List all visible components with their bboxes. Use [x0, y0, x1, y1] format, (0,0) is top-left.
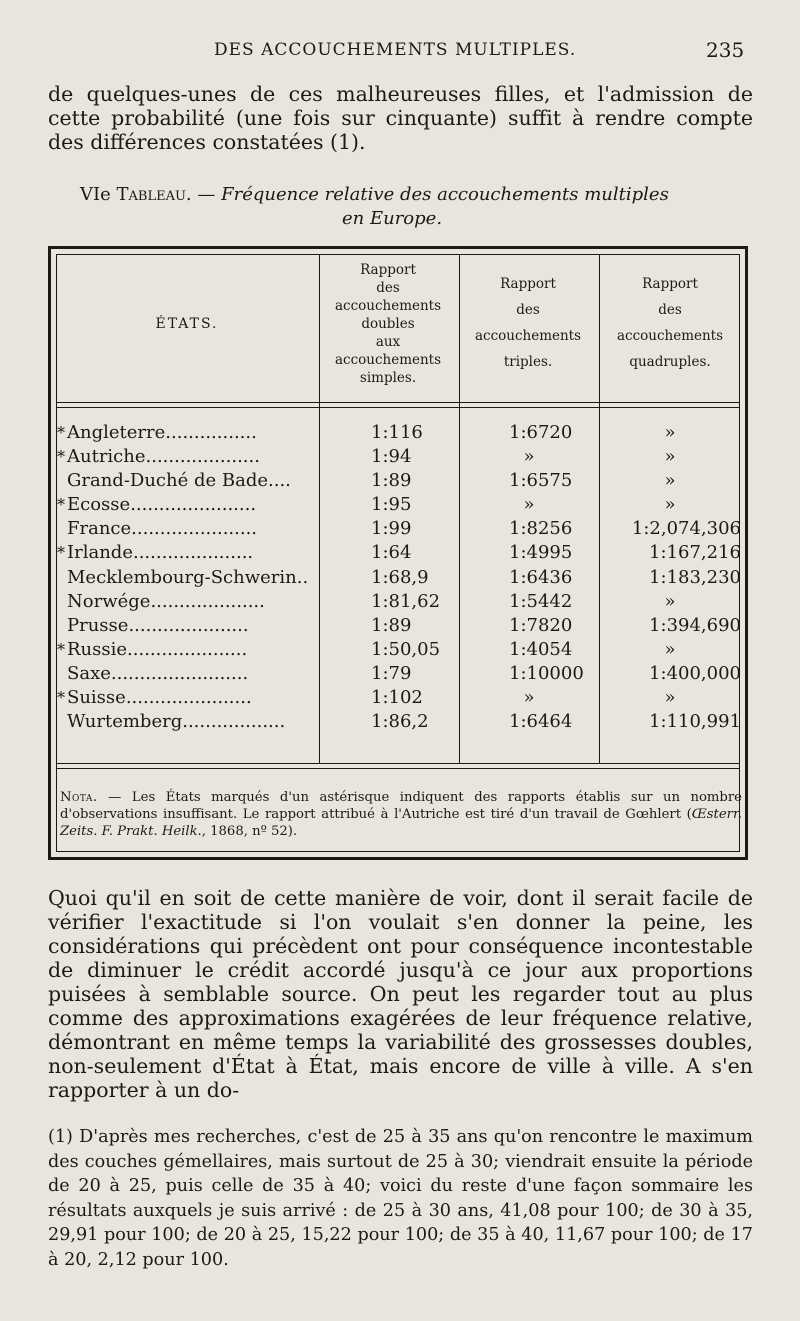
header-states: ÉTATS. — [155, 316, 219, 332]
header-triples — [459, 275, 597, 371]
triples-ratio: 1:5442 — [509, 590, 573, 612]
state-cell — [57, 638, 319, 662]
rows-end-rule-double — [57, 768, 739, 769]
leader-dots: ..................... — [132, 542, 254, 564]
doubles-ratio: 1:94 — [371, 446, 412, 468]
header-doubles — [319, 261, 457, 387]
table-row — [57, 686, 745, 710]
header-rule — [57, 402, 739, 403]
header-quadruples — [599, 275, 741, 371]
quadruples-ratio: » — [664, 638, 676, 660]
header-doubles-line: aux — [375, 334, 401, 350]
header-doubles-line: Rapport — [360, 262, 416, 278]
table-row — [57, 493, 745, 517]
table-number: VIe — [80, 184, 111, 205]
doubles-ratio: 1:89 — [371, 470, 412, 492]
header-quadruples-line: accouchements — [616, 328, 724, 344]
header-triples-line: des — [516, 302, 540, 318]
table-row — [57, 590, 745, 614]
state-cell — [57, 710, 319, 734]
triples-ratio: 1:8256 — [509, 518, 573, 540]
quadruples-ratio: » — [664, 687, 676, 709]
leader-dots: ..................... — [127, 638, 248, 660]
header-doubles-line: accouchements — [334, 352, 442, 368]
state-cell — [57, 469, 319, 493]
triples-ratio: 1:10000 — [509, 662, 584, 684]
leader-dots: .................... — [145, 446, 260, 468]
asterisk-mark: * — [57, 423, 65, 442]
leader-dots: .. — [296, 566, 309, 588]
header-doubles-line: accouchements — [334, 298, 442, 314]
note-journal: Œsterr. Zeits. F. Prakt. Heilk. — [60, 807, 742, 839]
table-note — [60, 789, 742, 840]
doubles-ratio: 1:64 — [371, 542, 412, 564]
quadruples-ratio: 1:110,991 — [649, 711, 741, 733]
quadruples-ratio: 1:167,216 — [649, 542, 741, 564]
note-text: — Les États marqués d'un astérisque indiquent des rapports établis sur un nombre d'observations insuffisant. Le rapport attribué à l'Autriche est tiré d'un travail de Gœhlert ( — [60, 790, 742, 822]
state-name: Autriche — [67, 446, 146, 468]
quadruples-ratio: » — [664, 470, 676, 492]
state-name: France — [67, 518, 132, 540]
asterisk-mark: * — [57, 639, 65, 659]
table-row — [57, 541, 745, 565]
state-cell — [57, 517, 319, 541]
table-label: Tableau. — [116, 184, 192, 205]
state-name: Russie — [67, 638, 128, 660]
triples-ratio: 1:7820 — [509, 614, 573, 636]
state-name: Prusse — [67, 614, 129, 636]
header-quadruples-line: des — [658, 302, 682, 318]
doubles-ratio: 1:50,05 — [371, 638, 441, 660]
header-triples-line: accouchements — [474, 328, 582, 344]
state-name: Saxe — [67, 662, 111, 684]
state-name: Mecklembourg-Schwerin — [67, 566, 297, 588]
state-name: Norwége — [67, 590, 151, 612]
state-cell — [57, 445, 319, 469]
state-cell — [57, 590, 319, 614]
triples-ratio: » — [523, 494, 535, 516]
doubles-ratio: 1:68,9 — [371, 566, 429, 588]
table-row — [57, 614, 745, 638]
state-cell — [57, 662, 319, 686]
leader-dots: ...................... — [130, 494, 257, 516]
state-cell — [57, 421, 319, 445]
header-triples-line: Rapport — [500, 276, 556, 292]
quadruples-ratio: 1:183,230 — [649, 566, 741, 588]
table-caption-line2: en Europe. — [342, 208, 443, 229]
doubles-ratio: 1:116 — [371, 422, 423, 443]
state-name: Suisse — [67, 687, 126, 709]
table-row — [57, 421, 745, 445]
quadruples-ratio: 1:2,074,306 — [631, 518, 741, 540]
quadruples-ratio: » — [664, 446, 676, 468]
quadruples-ratio: » — [664, 494, 676, 516]
leader-dots: .................... — [150, 590, 265, 612]
state-name: Angleterre — [67, 422, 166, 443]
table-rows — [57, 421, 745, 734]
page-number: 235 — [706, 38, 745, 62]
quadruples-ratio: 1:400,000 — [649, 662, 741, 684]
table-body — [56, 254, 740, 852]
table-row — [57, 662, 745, 686]
leader-dots: .... — [268, 470, 291, 492]
triples-ratio: 1:6720 — [509, 422, 573, 443]
table-row — [57, 445, 745, 469]
rows-end-rule — [57, 763, 739, 764]
note-label: Nota. — [60, 790, 98, 805]
leader-dots: ........................ — [110, 662, 249, 684]
triples-ratio: 1:4054 — [509, 638, 573, 660]
running-title: DES ACCOUCHEMENTS MULTIPLES. — [214, 40, 577, 60]
table-caption-line1: Fréquence relative des accouchements multiples — [221, 184, 669, 205]
asterisk-mark: * — [57, 543, 65, 563]
triples-ratio: » — [523, 446, 535, 468]
frequency-table — [48, 246, 748, 860]
running-header — [0, 40, 800, 66]
triples-ratio: 1:6575 — [509, 470, 573, 492]
triples-ratio: 1:6436 — [509, 566, 573, 588]
header-quadruples-line: quadruples. — [629, 354, 711, 370]
quadruples-ratio: 1:394,690 — [649, 614, 741, 636]
leader-dots: ................ — [165, 422, 257, 443]
doubles-ratio: 1:89 — [371, 614, 412, 636]
doubles-ratio: 1:86,2 — [371, 711, 429, 733]
header-doubles-line: simples. — [359, 370, 417, 386]
doubles-ratio: 1:79 — [371, 662, 412, 684]
table-row — [57, 517, 745, 541]
doubles-ratio: 1:81,62 — [371, 590, 441, 612]
state-name: Irlande — [67, 542, 133, 564]
table-row — [57, 566, 745, 590]
main-paragraph: Quoi qu'il en soit de cette manière de voir, dont il serait facile de vérifier l'exactitude si l'on voulait s'en donner la peine, les considérations qui précèdent ont pour conséquence incontestable de diminuer le crédit accordé jusqu'à ce jour aux proportions puisées à semblable source. On peut les regarder tout au plus comme des approximations exagérées de leur fréquence relative, démontrant en même temps la variabilité des grossesses doubles, non-seulement d'État à État, mais encore de ville à ville. A s'en rapporter à un do- — [48, 886, 753, 1102]
triples-ratio: » — [523, 687, 535, 709]
doubles-ratio: 1:95 — [371, 494, 412, 516]
table-dash: — — [197, 184, 216, 205]
quadruples-ratio: » — [664, 422, 676, 443]
triples-ratio: 1:4995 — [509, 542, 573, 564]
intro-paragraph: de quelques-unes de ces malheureuses filles, et l'admission de cette probabilité (une fois sur cinquante) suffit à rendre compte des différences constatées (1). — [48, 82, 753, 154]
triples-ratio: 1:6464 — [509, 711, 573, 733]
quadruples-ratio: » — [664, 590, 676, 612]
header-doubles-line: des — [376, 280, 400, 296]
state-cell — [57, 566, 319, 590]
asterisk-mark: * — [57, 495, 65, 515]
table-row — [57, 710, 745, 734]
header-rule-double — [57, 407, 739, 408]
table-row — [57, 638, 745, 662]
leader-dots: ...................... — [125, 687, 252, 709]
header-triples-line: triples. — [503, 354, 553, 370]
state-cell — [57, 541, 319, 565]
state-cell — [57, 493, 319, 517]
state-name: Wurtemberg — [67, 711, 183, 733]
table-row — [57, 469, 745, 493]
table-caption — [80, 183, 740, 231]
note-text-end: , 1868, nº 52). — [201, 824, 298, 839]
header-quadruples-line: Rapport — [642, 276, 698, 292]
state-name: Grand-Duché de Bade — [67, 470, 269, 492]
leader-dots: .................. — [182, 711, 286, 733]
leader-dots: ..................... — [128, 614, 249, 636]
asterisk-mark: * — [57, 688, 65, 708]
header-doubles-line: doubles — [361, 316, 415, 332]
state-cell — [57, 614, 319, 638]
leader-dots: ...................... — [131, 518, 258, 540]
doubles-ratio: 1:102 — [371, 687, 423, 709]
asterisk-mark: * — [57, 447, 65, 467]
doubles-ratio: 1:99 — [371, 518, 412, 540]
state-name: Ecosse — [67, 494, 131, 516]
state-cell — [57, 686, 319, 710]
footnote: (1) D'après mes recherches, c'est de 25 à 35 ans qu'on rencontre le maximum des couches gémellaires, mais surtout de 25 à 30; viendrait ensuite la période de 20 à 25, puis celle de 35 à 40; voici du reste d'une façon sommaire les résultats auxquels je suis arrivé : de 25 à 30 ans, 41,08 pour 100; de 30 à 35, 29,91 pour 100; de 20 à 25, 15,22 pour 100; de 35 à 40, 11,67 pour 100; de 17 à 20, 2,12 pour 100. — [48, 1127, 753, 1270]
